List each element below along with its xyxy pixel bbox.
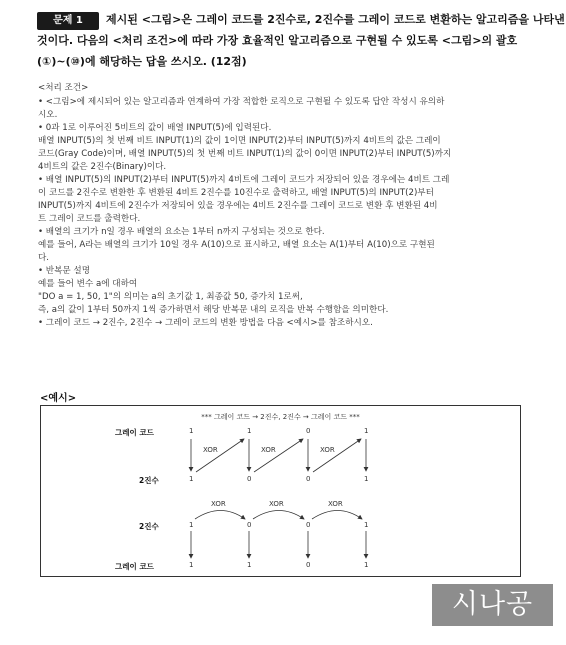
question-badge: 문제 1 bbox=[37, 12, 99, 30]
condition-line: 다. bbox=[38, 253, 50, 263]
condition-line: • 반복문 설명 bbox=[38, 266, 91, 276]
condition-line: "DO a = 1, 50, 1"의 의미는 a의 초기값 1, 최종값 50, 증가치 1로써, bbox=[38, 292, 303, 302]
example-diagram bbox=[40, 405, 521, 577]
sinagong-logo: 시나공 bbox=[432, 584, 553, 626]
question-line-2: 것이다. 다음의 <처리 조건>에 따라 가장 효율적인 알고리즘으로 구현될 수 있도록 <그림>의 괄호 bbox=[37, 34, 518, 47]
binary-bit: 0 bbox=[247, 475, 252, 483]
binary-bit: 0 bbox=[306, 475, 311, 483]
condition-line: 이 코드를 2진수로 변환한 후 변환된 4비트 2진수를 10진수로 출력하고, 배열 INPUT(5)의 INPUT(2)부터 bbox=[38, 188, 434, 198]
gray-bit: 0 bbox=[306, 561, 311, 569]
binary-label-1: 2진수 bbox=[139, 476, 159, 485]
binary-bit: 1 bbox=[364, 475, 369, 483]
diag-arrow bbox=[254, 439, 303, 472]
condition-line: 배열 INPUT(5)의 첫 번째 비트 INPUT(1)의 값이 1이면 INPUT(2)부터 INPUT(5)까지 4비트의 값은 그레이 bbox=[38, 136, 441, 146]
gray-bit: 1 bbox=[189, 427, 194, 435]
xor-label: XOR bbox=[203, 446, 218, 454]
gray-code-label-bottom: 그레이 코드 bbox=[115, 562, 154, 571]
curve-arrow bbox=[312, 511, 362, 520]
binary-bit: 1 bbox=[364, 521, 369, 529]
gray-bit: 1 bbox=[247, 427, 252, 435]
diagram-arrows bbox=[41, 406, 520, 576]
xor-label: XOR bbox=[211, 500, 226, 508]
xor-label: XOR bbox=[261, 446, 276, 454]
condition-line: 코드(Gray Code)이며, 배열 INPUT(5)의 첫 번째 비트 INPUT(1)의 값이 0이면 INPUT(2)부터 INPUT(5)까지 bbox=[38, 149, 452, 159]
curve-arrow bbox=[195, 511, 245, 520]
question-line-1: 제시된 <그림>은 그레이 코드를 2진수로, 2진수를 그레이 코드로 변환하는 알고리즘을 나타낸 bbox=[106, 13, 565, 26]
curve-arrow bbox=[253, 511, 304, 520]
conditions-block bbox=[38, 82, 451, 330]
condition-line: 4비트의 값은 2진수(Binary)이다. bbox=[38, 162, 167, 172]
gray-bit: 1 bbox=[364, 427, 369, 435]
diag-arrow bbox=[313, 439, 361, 472]
example-label: <예시> bbox=[40, 393, 77, 404]
xor-label: XOR bbox=[320, 446, 335, 454]
condition-line: 예를 들어, A라는 배열의 크기가 10일 경우 A(10)으로 표시하고, 배열 요소는 A(1)부터 A(10)으로 구현된 bbox=[38, 240, 435, 250]
gray-code-label-top: 그레이 코드 bbox=[115, 428, 154, 437]
xor-label: XOR bbox=[328, 500, 343, 508]
condition-line: • <그림>에 제시되어 있는 알고리즘과 연계하여 가장 적합한 로직으로 구현될 수 있도록 답안 작성시 유의하 bbox=[38, 97, 445, 107]
condition-line: • 배열의 크기가 n일 경우 배열의 요소는 1부터 n까지 구성되는 것으로 한다. bbox=[38, 227, 325, 237]
gray-bit: 1 bbox=[189, 561, 194, 569]
binary-bit: 1 bbox=[189, 521, 194, 529]
gray-bit: 1 bbox=[247, 561, 252, 569]
condition-line: • 그레이 코드 → 2진수, 2진수 → 그레이 코드의 변환 방법을 다음 <예시>를 참조하시오. bbox=[38, 318, 373, 328]
binary-bit: 1 bbox=[189, 475, 194, 483]
condition-line: 예를 들어 변수 a에 대하여 bbox=[38, 279, 138, 289]
condition-line: • 0과 1로 이루어진 5비트의 값이 배열 INPUT(5)에 입력된다. bbox=[38, 123, 272, 133]
binary-label-2: 2진수 bbox=[139, 522, 159, 531]
condition-line: • 배열 INPUT(5)의 INPUT(2)부터 INPUT(5)까지 4비트에 그레이 코드가 저장되어 있을 경우에는 4비트 그레 bbox=[38, 175, 450, 185]
diag-arrow bbox=[196, 439, 244, 472]
condition-line: 즉, a의 값이 1부터 50까지 1씩 증가하면서 해당 반복문 내의 로직을 반복 수행함을 의미한다. bbox=[38, 305, 389, 315]
condition-line: 트 그레이 코드를 출력한다. bbox=[38, 214, 141, 224]
binary-bit: 0 bbox=[247, 521, 252, 529]
condition-line: 시오. bbox=[38, 110, 58, 120]
xor-label: XOR bbox=[269, 500, 284, 508]
binary-bit: 0 bbox=[306, 521, 311, 529]
gray-bit: 1 bbox=[364, 561, 369, 569]
diagram-title: *** 그레이 코드 → 2진수, 2진수 → 그레이 코드 *** bbox=[201, 413, 360, 421]
condition-line: INPUT(5)까지 4비트에 2진수가 저장되어 있을 경우에는 4비트 2진수를 그레이 코드로 변환 후 변환된 4비 bbox=[38, 201, 438, 211]
question-line-3: (①)~(⑩)에 해당하는 답을 쓰시오. (12점) bbox=[37, 55, 247, 68]
gray-bit: 0 bbox=[306, 427, 311, 435]
conditions-heading: <처리 조건> bbox=[38, 83, 89, 93]
